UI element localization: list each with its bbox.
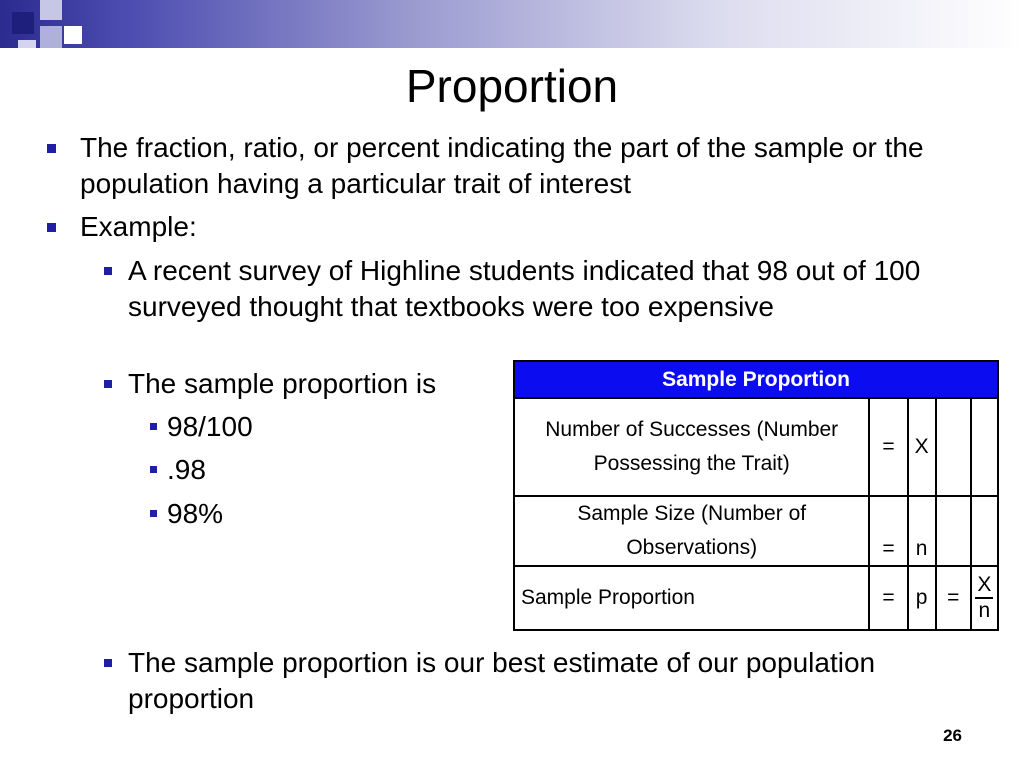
fraction-x-over-n [975, 573, 993, 623]
bullet-marker [104, 267, 112, 275]
row-sample-size-label: Sample Size (Number of Observations) [514, 496, 869, 566]
page-number: 26 [943, 726, 962, 745]
row-sample-size-equals: = [869, 496, 907, 566]
bullet-marker [150, 466, 157, 473]
bullet-marker [47, 223, 56, 232]
decor-square [40, 0, 62, 20]
bullet-marker [104, 380, 112, 388]
row-proportion-fraction [971, 566, 998, 630]
bullet-best-estimate [104, 645, 904, 717]
empty-cell [971, 496, 998, 566]
row-successes-equals: = [869, 398, 907, 496]
fraction-numerator: X [975, 573, 993, 599]
bullet-text: Example: [80, 211, 197, 242]
slide-title: Proportion [405, 60, 619, 112]
table-header: Sample Proportion [514, 361, 998, 398]
bullet-marker [150, 423, 157, 430]
row-proportion-label: Sample Proportion [514, 566, 869, 630]
empty-cell [936, 496, 971, 566]
empty-cell [936, 398, 971, 496]
bullet-text: .98 [167, 454, 206, 485]
decor-square [40, 26, 62, 48]
header-band-gap [0, 48, 1024, 54]
row-proportion-symbol: p [908, 566, 936, 630]
bullet-marker [47, 144, 56, 153]
bullet-value [150, 496, 450, 532]
bullet-value [150, 409, 450, 445]
bullet-text: The sample proportion is [128, 368, 437, 399]
header-band [0, 0, 1024, 48]
fraction-denominator: n [978, 599, 991, 622]
bullet-text: A recent survey of Highline students indicated that 98 out of 100 surveyed thought that textbooks were too expensive [128, 255, 921, 322]
empty-cell [971, 398, 998, 496]
bullet-text: The fraction, ratio, or percent indicating the part of the sample or the population having a particular trait of interest [80, 132, 924, 199]
bullet-survey [104, 253, 974, 325]
bullet-text: 98% [167, 498, 224, 529]
row-successes-label: Number of Successes (Number Possessing the Trait) [514, 398, 869, 496]
row-successes-symbol: X [908, 398, 936, 496]
bullet-text: The sample proportion is our best estimate of our population proportion [128, 647, 876, 714]
bullet-marker [150, 510, 157, 517]
row-proportion-equals: = [869, 566, 907, 630]
bullet-text: 98/100 [167, 411, 253, 442]
bullet-example [47, 209, 447, 245]
row-sample-size-symbol: n [908, 496, 936, 566]
decor-square [12, 12, 34, 34]
bullet-sample-is [104, 366, 504, 402]
bullet-marker [104, 659, 112, 667]
bullet-definition [47, 130, 987, 202]
sample-proportion-table [513, 360, 999, 631]
row-proportion-equals-2: = [936, 566, 971, 630]
decor-square [64, 26, 82, 44]
bullet-value [150, 452, 450, 488]
